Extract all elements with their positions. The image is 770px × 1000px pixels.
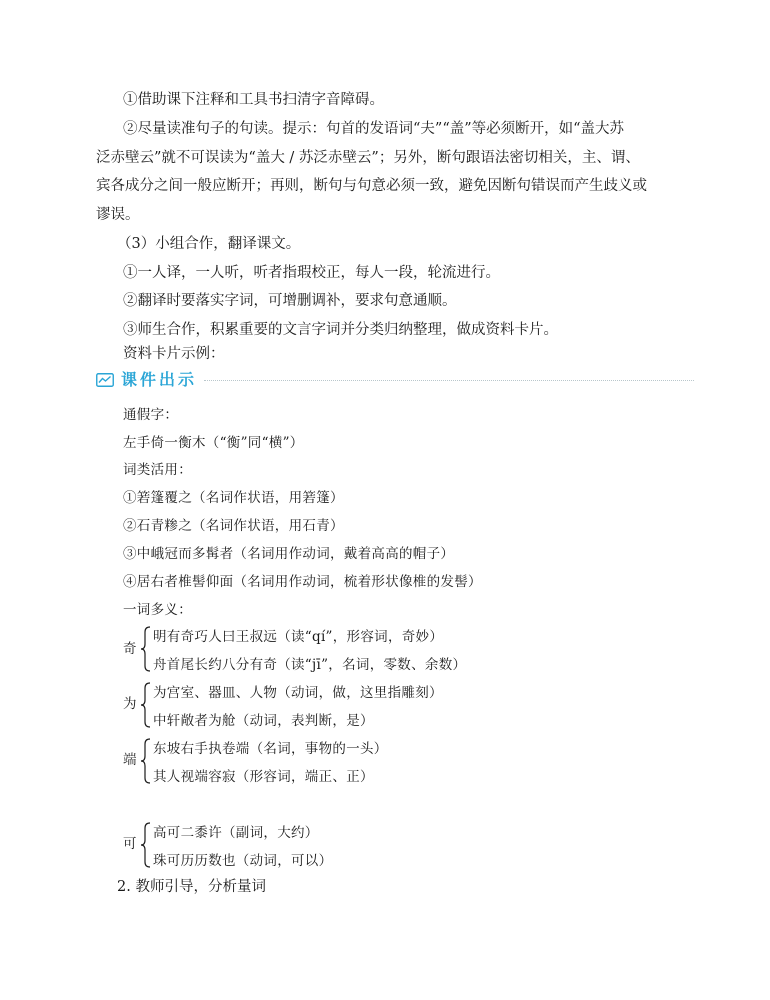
brace-icon bbox=[140, 822, 152, 868]
cilei-heading: 词类活用： bbox=[123, 462, 192, 478]
polysemy-line: 中轩敞者为舱（动词，表判断，是） bbox=[153, 713, 374, 729]
tongjia-item: 左手倚一衡木（“衡”同“横”） bbox=[123, 435, 304, 451]
polysemy-char: 为 bbox=[123, 696, 137, 712]
teacher-guide-line: 2. 教师引导，分析量词 bbox=[117, 879, 266, 895]
paragraph-7: 资料卡片示例： bbox=[123, 346, 225, 362]
brace-icon bbox=[140, 682, 152, 728]
polysemy-char: 可 bbox=[123, 836, 137, 852]
paragraph-4: ①一人译，一人听，听者指瑕校正，每人一段，轮流进行。 bbox=[123, 265, 500, 281]
polysemy-line: 舟首尾长约八分有奇（读“jī”，名词，零数、余数） bbox=[153, 657, 467, 673]
tongjia-heading: 通假字： bbox=[123, 407, 179, 423]
polysemy-line: 高可二黍许（副词，大约） bbox=[153, 825, 319, 841]
chart-card-icon bbox=[96, 373, 114, 387]
polysemy-line: 为宫室、器皿、人物（动词，做，这里指雕刻） bbox=[153, 685, 443, 701]
paragraph-2-line-4: 谬误。 bbox=[96, 207, 140, 223]
cilei-item-4: ④居右者椎髻仰面（名词用作动词，梳着形状像椎的发髻） bbox=[123, 574, 482, 590]
cilei-item-1: ①箬篷覆之（名词作状语，用箬篷） bbox=[123, 490, 344, 506]
section-title: 课件出示 bbox=[121, 370, 198, 389]
cilei-item-2: ②石青糁之（名词作状语，用石青） bbox=[123, 518, 344, 534]
polysemy-char: 奇 bbox=[123, 641, 137, 657]
paragraph-3: （3）小组合作，翻译课文。 bbox=[117, 236, 301, 252]
paragraph-1: ①借助课下注释和工具书扫清字音障碍。 bbox=[123, 92, 384, 108]
polysemy-line: 明有奇巧人曰王叔远（读“qí”，形容词，奇妙） bbox=[153, 629, 444, 645]
cilei-item-3: ③中峨冠而多髯者（名词用作动词，戴着高高的帽子） bbox=[123, 546, 455, 562]
polysemy-char: 端 bbox=[123, 752, 137, 768]
section-divider bbox=[204, 380, 694, 381]
polysemy-line: 其人视端容寂（形容词，端正、正） bbox=[153, 769, 374, 785]
brace-icon bbox=[140, 738, 152, 784]
polysemy-line: 珠可历历数也（动词，可以） bbox=[153, 853, 333, 869]
paragraph-5: ②翻译时要落实字词，可增删调补，要求句意通顺。 bbox=[123, 293, 457, 309]
paragraph-2-line-3: 宾各成分之间一般应断开；再则，断句与句意必须一致，避免因断句错误而产生歧义或 bbox=[96, 178, 647, 194]
brace-icon bbox=[140, 626, 152, 672]
yiduo-heading: 一词多义： bbox=[123, 602, 192, 618]
paragraph-2-line-1: ②尽量读准句子的句读。提示：句首的发语词“夫”“盖”等必须断开，如“盖大苏 bbox=[123, 121, 625, 137]
section-header bbox=[96, 368, 694, 394]
polysemy-line: 东坡右手执卷端（名词，事物的一头） bbox=[153, 741, 388, 757]
paragraph-6: ③师生合作，积累重要的文言字词并分类归纳整理，做成资料卡片。 bbox=[123, 322, 558, 338]
paragraph-2-line-2: 泛赤壁云”就不可误读为“盖大 / 苏泛赤壁云”；另外，断句跟语法密切相关，主、谓、 bbox=[96, 150, 640, 166]
